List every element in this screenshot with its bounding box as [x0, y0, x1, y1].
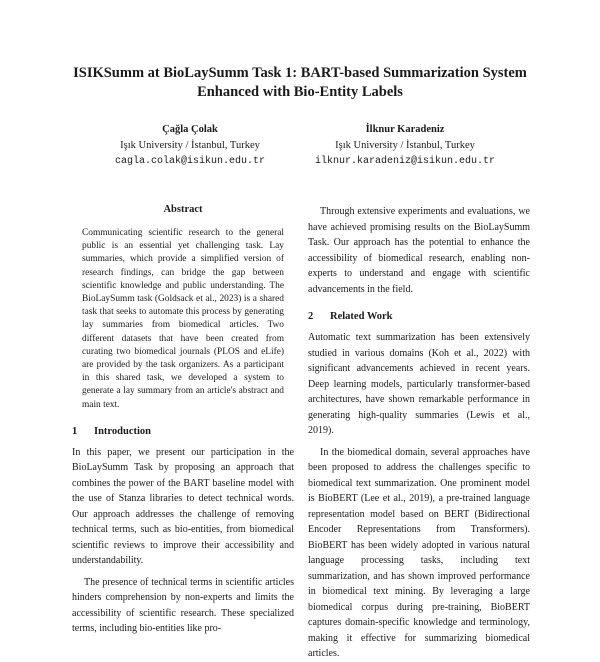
paper-title — [40, 64, 560, 102]
section-heading-introduction — [72, 426, 294, 437]
left-column — [72, 204, 294, 637]
paper-title-line-1: ISIKSumm at BioLaySumm Task 1: BART-based Summarization System — [73, 65, 527, 81]
author-affiliation: Işık University / İstanbul, Turkey — [335, 140, 475, 151]
section-title: Introduction — [94, 425, 151, 437]
author-email[interactable]: ilknur.karadeniz@isikun.edu.tr — [314, 156, 496, 167]
related-work-paragraph-2: In the biomedical domain, several approaches have been proposed to address the challenges specific to biomedical text summarization. One prominent model is BioBERT (Lee et al., 2019), a pre-trained language representation model based on BERT (Bidirectional Encoder Representations from Transformers). BioBERT has been widely adopted in various natural language processing tasks, including text summarization, and has shown improved performance in biomedical text mining. By leveraging a large biomedical corpus during pre-training, BioBERT captures domain-specific knowledge and terminology, making it effective for summarizing biomedical articles. — [308, 446, 530, 659]
author-email[interactable]: cagla.colak@isikun.edu.tr — [114, 156, 266, 167]
section-number: 2 — [308, 311, 314, 322]
author-affiliation: Işık University / İstanbul, Turkey — [120, 140, 260, 151]
section-title: Related Work — [330, 311, 393, 322]
right-column — [308, 204, 530, 662]
author-name: İlknur Karadeniz — [365, 124, 445, 135]
section-number: 1 — [72, 425, 78, 437]
paper-title-line-2: Enhanced with Bio-Entity Labels — [197, 84, 403, 100]
intro-paragraph-closing: Through extensive experiments and evaluations, we have achieved promising results on the BioLaySumm Task. Our approach has the potential to enhance the accessibility of biomedical research, enabling non-experts to understand and engage with scientific advancements in the field. — [308, 206, 530, 295]
abstract-text: Communicating scientific research to the general public is an essential yet challenging task. Lay summaries, which provide a simplified version of research findings, can bridge the gap between scientific knowledge and public understanding. The BioLaySumm task (Goldsack et al., 2023) is a shared task that seeks to automate this process by generating lay summaries from biomedical articles. Two different datasets that have been created from curating two biomedical journals (PLOS and eLife) are provided by the task organizers. As a participant in this shared task, we developed a system to generate a lay summary from an article's abstract and main text. — [82, 228, 284, 410]
intro-paragraph-1: In this paper, we present our participation in the BioLaySumm Task by proposing an approach that combines the power of the BART baseline model with the use of Stanza libraries to detect technical words. Our approach addresses the challenge of removing technical terms, such as bio-entities, from biomedical scientific reviews to improve their accessibility and understandability. — [72, 446, 294, 567]
intro-paragraph-2: The presence of technical terms in scientific articles hinders comprehension by non-experts and limits the accessibility of scientific research. These specialized terms, including bio-entities like pro- — [72, 576, 294, 635]
author-block-2 — [300, 122, 510, 170]
abstract-heading: Abstract — [163, 204, 203, 215]
section-heading-related-work — [308, 311, 530, 322]
related-work-paragraph-1: Automatic text summarization has been extensively studied in various domains (Koh et al., 2022) with significant advancements achieved in recent years. Deep learning models, particularly transformer-based architectures, have shown remarkable performance in generating high-quality summaries (Lewis et al., 2019). — [308, 332, 530, 436]
author-name: Çağla Çolak — [162, 124, 218, 135]
author-block-1 — [90, 122, 290, 170]
